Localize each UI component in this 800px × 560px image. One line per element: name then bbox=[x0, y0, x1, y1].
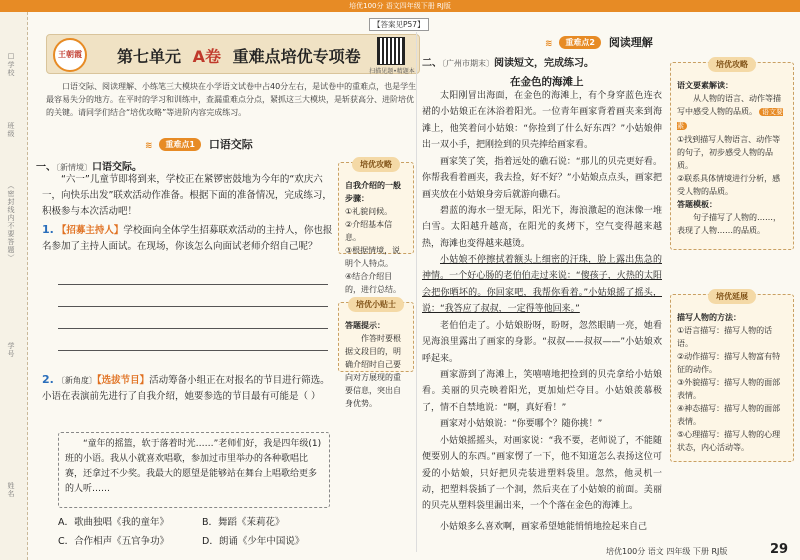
question-1-label: 口语交际。 bbox=[92, 162, 142, 173]
answer-line-4[interactable] bbox=[58, 350, 328, 351]
tip-box-4-item: ⑤心理描写：描写人物的心理状态，内心活动等。 bbox=[677, 430, 781, 452]
top-bar: 培优100分 语文四年级下册 RJ版 bbox=[0, 0, 800, 12]
section-1-title: 口语交际 bbox=[208, 138, 253, 151]
tip-box-4-item: ④神态描写：描写人物的面部表情。 bbox=[677, 404, 781, 426]
option-d[interactable]: D．朗诵《少年中国说》 bbox=[202, 536, 305, 547]
passage-paragraph-2: 画家笑了笑，指着远处的礁石说：“那儿的贝壳更好看。你帮我看着画夹，我去捡，好不好？”小姑娘点点头，画家把画夹放在小姑娘身旁后就游向礁石。 bbox=[422, 157, 662, 200]
unit-subtitle: 重难点培优专项卷 bbox=[232, 47, 361, 66]
tip-box-1-item: ④结合介绍目的，进行总结。 bbox=[345, 272, 401, 294]
wave-icon: ≋ bbox=[145, 141, 153, 151]
binding-margin bbox=[0, 12, 28, 560]
tip-box-extension bbox=[670, 294, 794, 462]
tip-box-3-method-1: ①找到描写人物语言、动作等的句子，初步感受人物的品质。 bbox=[677, 135, 781, 170]
tip-box-1-head: 培优攻略 bbox=[352, 157, 400, 172]
passage-paragraph-6: 画家游到了海滩上，笑嘻嘻地把捡到的贝壳拿给小姑娘看。美丽的贝壳映着阳光，更加灿烂夺目。小姑娘羡慕极了，情不自禁地说：“啊，真好看！” bbox=[422, 370, 662, 413]
passage-paragraph-1: 太阳刚冒出海面，在金色的海滩上，有个身穿蓝色连衣裙的小姑娘正在沐浴着阳光。一位青年画家背着画夹来到海滩上，他笑着问小姑娘：“你捡到了什么好东西？”小姑娘伸出一双小手，把刚捡到的贝壳捧给画家看。 bbox=[422, 91, 662, 150]
question-1-number: 一、 bbox=[36, 162, 56, 173]
section-2-title: 阅读理解 bbox=[608, 36, 653, 49]
question-1-title bbox=[36, 158, 142, 173]
answer-line-3[interactable] bbox=[58, 328, 328, 329]
page-footer: 培优100分 语文 四年级 下册 RJ版 bbox=[606, 547, 728, 556]
page-number: 29 bbox=[770, 542, 789, 557]
option-b[interactable]: B．舞蹈《茉莉花》 bbox=[202, 517, 285, 528]
intro-text: 口语交际、阅读理解、小练笔三大模块在小学语文试卷中占40分左右，是试卷中的重难点，也是学生最容易失分的地方。在平时的学习和训练中，查漏重难点分点，紧抓这三大模块，是斩获高分、进阶培优的关键。请同学们结合“培优攻略”等进阶内容完成练习。 bbox=[46, 82, 417, 117]
sub-1-text: 学校面向全体学生招募联欢活动的主持人，你也报名参加了主持人面试。在现场，你该怎么向面试老师介绍自己呢？ bbox=[42, 225, 333, 252]
tip-box-1-item: ②介绍基本信息。 bbox=[345, 220, 393, 242]
sub-2-tag-angle: 〔新角度〕 bbox=[56, 376, 97, 385]
sub-1-number: 1. bbox=[42, 223, 54, 236]
answer-line-1[interactable] bbox=[58, 284, 328, 285]
brand-logo: 王朝霞 bbox=[53, 38, 87, 72]
sub-2-tag: 【选拔节目】 bbox=[96, 375, 150, 386]
self-intro-quote: “童年的摇篮，软于落着时光……”老师们好，我是四年级(1)班的小语。我从小就喜欢唱歌，参加过市里举办的各种歌唱比赛，还拿过不少奖。我最大的愿望是能够站在舞台上唱歌给更多的人听…… bbox=[58, 432, 330, 508]
tip-box-2-title: 答题提示： bbox=[345, 321, 385, 330]
answer-reference: 【答案见P57】 bbox=[369, 18, 429, 31]
question-1-tag: 〔新情境〕 bbox=[56, 163, 92, 172]
tip-box-3-form-title: 答题模板： bbox=[677, 200, 717, 209]
tip-box-3-form: 句子描写了人物的……，表现了人物……的品质。 bbox=[677, 213, 781, 235]
margin-school: □学校 bbox=[7, 52, 15, 77]
tip-box-4-item: ②动作描写：描写人物富有特征的动作。 bbox=[677, 352, 781, 374]
sub-1-tag: 【招募主持人】 bbox=[56, 225, 124, 236]
section-1-label: 重难点1 bbox=[159, 138, 201, 151]
tip-box-strategy-1 bbox=[338, 160, 414, 294]
tip-box-1-item: ①礼貌问候。 bbox=[345, 207, 393, 216]
question-2-label: 阅读短文，完成练习。 bbox=[494, 58, 594, 69]
tip-box-2-text: 作答时要根据文段目的，明确介绍时自己要向对方展现的重要信息，突出自身优势。 bbox=[345, 334, 401, 408]
margin-name: 姓名 bbox=[7, 482, 15, 498]
unit-name: 第七单元 bbox=[117, 47, 182, 66]
tip-box-hint bbox=[338, 300, 414, 408]
question-1-intro: “六一”儿童节即将到来，学校正在紧锣密鼓地为今年的“欢庆六一，向快乐出发”联欢活动作准备。根据下面的准备情况，完成练习，积极参与本次活动吧！ bbox=[42, 174, 332, 217]
section-1-heading bbox=[142, 136, 253, 152]
tip-box-3-badge: 语文要素 bbox=[677, 108, 783, 130]
tip-box-2-head: 培优小贴士 bbox=[348, 297, 404, 312]
passage-paragraph-5: 老伯伯走了。小姑娘盼呀，盼呀，忽然眼睛一亮，她看见海浪里露出了画家的身影。“叔叔——叔叔——”小姑娘欢呼起来。 bbox=[422, 321, 662, 364]
column-divider bbox=[416, 32, 417, 552]
question-2-number: 二、 bbox=[422, 58, 442, 69]
answer-line-2[interactable] bbox=[58, 306, 328, 307]
tip-box-4-item: ③外貌描写：描写人物的面部表情。 bbox=[677, 378, 781, 400]
passage-paragraph-9: 小姑娘多么喜欢啊，画家希望她能悄悄地捡起来自己 bbox=[440, 522, 648, 532]
unit-title bbox=[117, 44, 361, 67]
tip-box-4-item: ①语言描写：描写人物的话语。 bbox=[677, 326, 773, 348]
question-2-tag: 〔广州市期末〕 bbox=[442, 59, 494, 68]
option-c[interactable]: C．合作相声《五官争功》 bbox=[58, 536, 170, 547]
wave-icon: ≋ bbox=[545, 39, 553, 49]
unit-volume: A卷 bbox=[192, 47, 221, 66]
qr-caption: 扫描见题•精题本 bbox=[369, 68, 415, 75]
tip-box-3-text bbox=[677, 92, 787, 133]
section-2-label: 重难点2 bbox=[559, 36, 601, 49]
tip-box-1-item: ③根据情境，说明个人特点。 bbox=[345, 246, 401, 268]
passage-title: 在金色的海滩上 bbox=[510, 76, 584, 88]
tip-box-3-text-body: 从人物的语言、动作等描写中感受人物的品质。 bbox=[677, 94, 781, 116]
tip-box-1-title: 自我介绍的一般步骤： bbox=[345, 181, 401, 203]
section-2-heading bbox=[542, 34, 653, 50]
margin-number: 学号 bbox=[7, 342, 15, 358]
question-1-sub-2 bbox=[42, 372, 334, 405]
passage-paragraph-3: 碧蓝的海水一望无际，阳光下，海浪激起的泡沫像一堆白雪。太阳越升越高，在阳光的炙烤下，空气变得越来越热，海滩也变得越来越烫。 bbox=[422, 206, 662, 249]
tip-box-strategy-2 bbox=[670, 62, 794, 250]
tip-box-3-title: 语文要素解读： bbox=[677, 81, 733, 90]
passage-paragraph-8: 小姑娘摇摇头，对画家说：“我不要，老师说了，不能随便要别人的东西。”画家愣了一下，他不知道怎么表扬这位可爱的小姑娘，只好把贝壳装进塑料袋里。忽然，他灵机一动，把塑料袋插了一个洞，然后夹在了小姑娘的前面。美丽的贝壳从塑料袋里漏出来，一个个落在金色的海滩上。 bbox=[422, 436, 662, 512]
tip-box-4-title: 描写人物的方法： bbox=[677, 313, 741, 322]
unit-banner bbox=[46, 34, 420, 74]
passage-paragraph-7: 画家对小姑娘说：“你要哪个？随你挑！” bbox=[440, 419, 603, 429]
tip-box-3-method-2: ②联系具体情境进行分析，感受人物的品质。 bbox=[677, 174, 781, 196]
tip-box-3-head: 培优攻略 bbox=[708, 57, 756, 72]
passage-paragraph-4-text: 小姑娘不停擦拭着额头上细密的汗珠，脸上露出焦急的神情。一个好心肠的老伯伯走过来说：“傻孩子，火热的太阳会把你晒坏的。你回家吧，我帮你看着。”小姑娘摇了摇头，说：“我答应了叔叔，一定得等他回来。” bbox=[422, 255, 662, 314]
page bbox=[32, 12, 798, 560]
question-1-sub-1 bbox=[42, 222, 334, 255]
sub-2-number: 2. bbox=[42, 373, 54, 386]
qr-code-icon[interactable] bbox=[377, 37, 405, 65]
passage-paragraph-4 bbox=[422, 252, 662, 317]
margin-seal-note: （密封线内不要答题） bbox=[7, 182, 15, 262]
tip-box-4-head: 培优延展 bbox=[708, 289, 756, 304]
sub-2-text: 活动筹备小组正在对报名的节目进行筛选。小语在表演前先进行了自我介绍，她要参选的节目最有可能是（ ） bbox=[42, 375, 330, 402]
margin-class: 班级 bbox=[7, 122, 15, 138]
option-a[interactable]: A．歌曲独唱《我的童年》 bbox=[58, 517, 169, 528]
question-2-title bbox=[422, 54, 594, 69]
